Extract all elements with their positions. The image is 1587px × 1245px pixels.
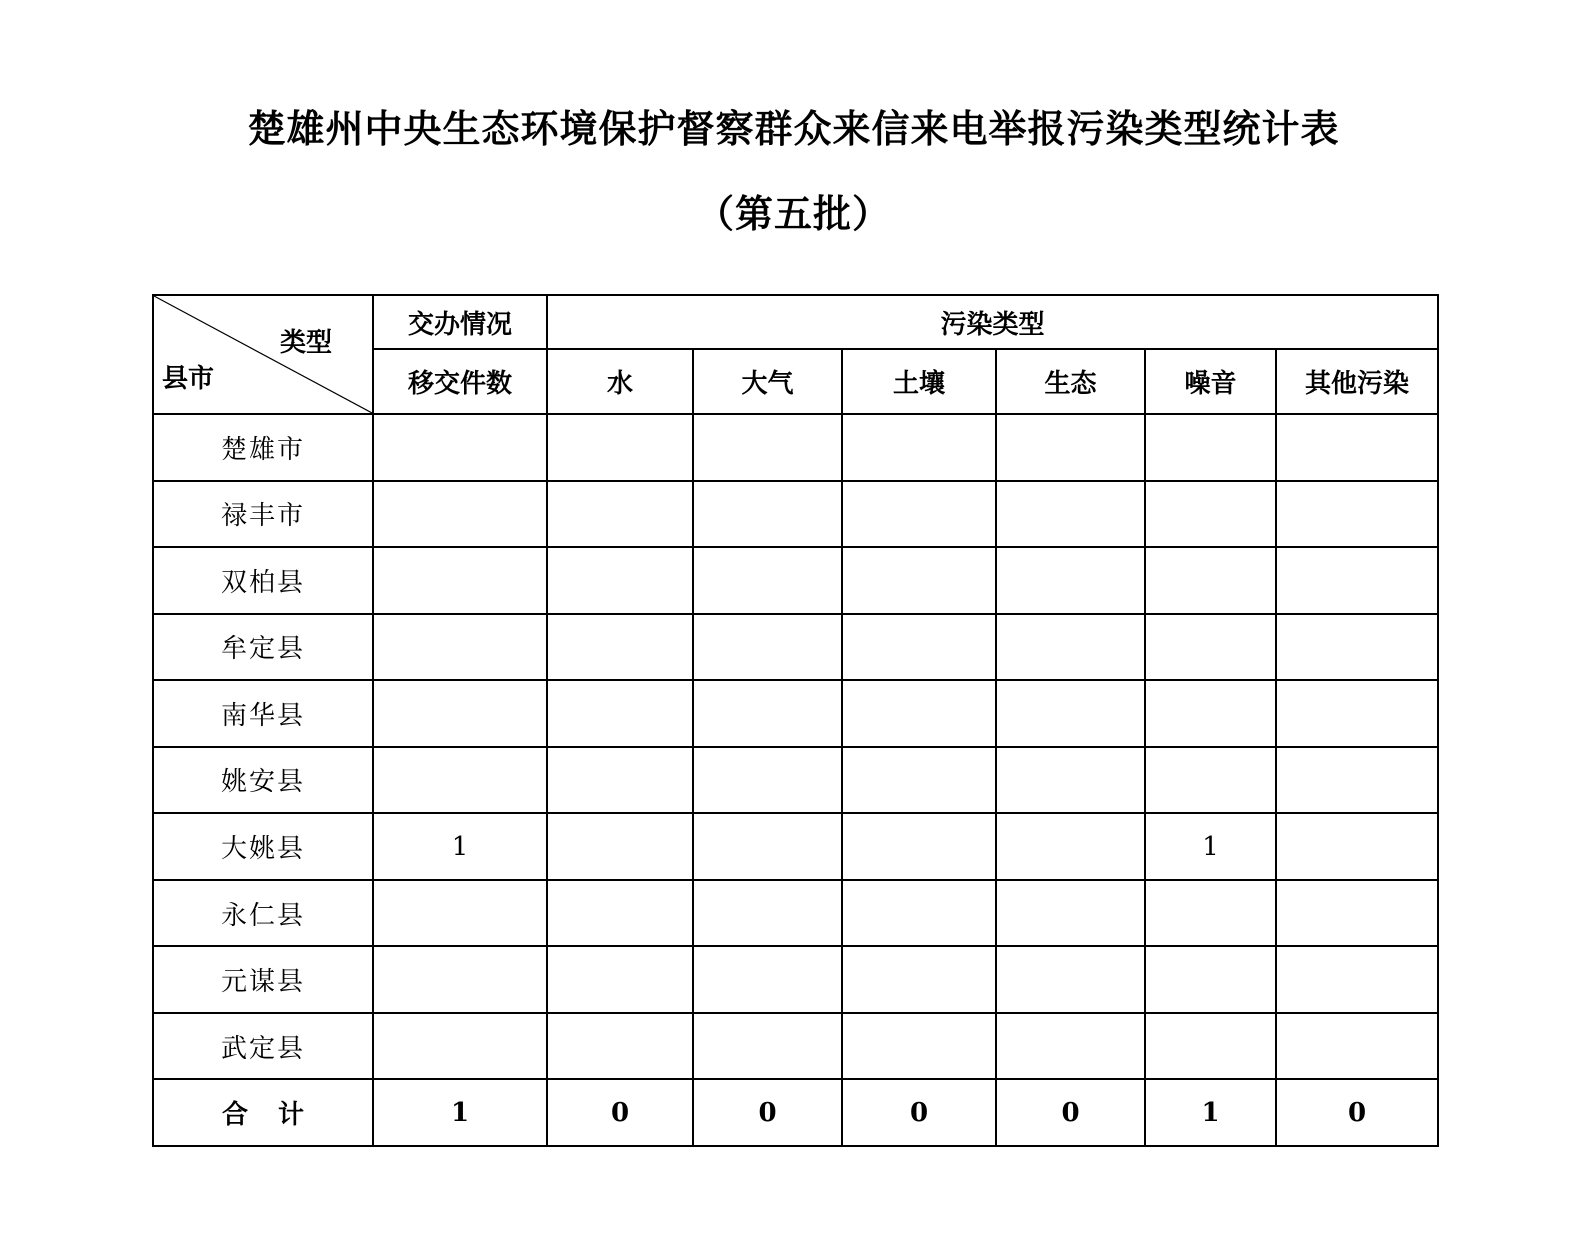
table-row — [153, 481, 1438, 548]
table-row — [153, 614, 1438, 681]
data-cell — [373, 481, 547, 548]
data-cell — [1145, 1013, 1276, 1080]
column-header: 噪音 — [1145, 349, 1276, 414]
data-cell — [996, 880, 1145, 947]
data-cell — [996, 680, 1145, 747]
data-cell — [1276, 414, 1438, 481]
total-cell: 1 — [373, 1079, 547, 1146]
county-name-cell: 牟定县 — [153, 614, 373, 681]
corner-header-cell — [153, 295, 373, 414]
total-cell: 0 — [842, 1079, 996, 1146]
data-cell — [842, 813, 996, 880]
total-row — [153, 1079, 1438, 1146]
data-cell — [373, 747, 547, 814]
data-cell — [1145, 880, 1276, 947]
diagonal-divider — [154, 296, 372, 413]
group-header-assigned: 交办情况 — [373, 295, 547, 349]
column-header: 移交件数 — [373, 349, 547, 414]
data-cell — [1276, 813, 1438, 880]
total-label: 合计 — [153, 1079, 373, 1146]
data-cell: 1 — [373, 813, 547, 880]
data-cell — [842, 946, 996, 1013]
table-row — [153, 680, 1438, 747]
column-header: 土壤 — [842, 349, 996, 414]
data-cell — [1145, 946, 1276, 1013]
data-cell — [1145, 747, 1276, 814]
data-cell — [547, 946, 693, 1013]
county-name-cell: 楚雄市 — [153, 414, 373, 481]
data-cell — [996, 946, 1145, 1013]
data-cell — [693, 946, 842, 1013]
column-header: 水 — [547, 349, 693, 414]
data-cell — [547, 680, 693, 747]
data-cell — [547, 1013, 693, 1080]
data-cell — [547, 813, 693, 880]
data-cell — [547, 481, 693, 548]
data-cell — [693, 481, 842, 548]
data-cell — [996, 614, 1145, 681]
data-cell — [1276, 946, 1438, 1013]
data-cell — [842, 680, 996, 747]
table-row — [153, 880, 1438, 947]
table-row — [153, 547, 1438, 614]
data-cell — [1145, 414, 1276, 481]
data-cell — [1276, 481, 1438, 548]
data-cell — [373, 614, 547, 681]
data-cell — [842, 547, 996, 614]
data-cell — [1276, 880, 1438, 947]
data-cell — [693, 813, 842, 880]
data-cell — [693, 680, 842, 747]
total-cell: 0 — [1276, 1079, 1438, 1146]
total-cell: 0 — [693, 1079, 842, 1146]
group-header-pollution: 污染类型 — [547, 295, 1438, 349]
data-cell — [842, 614, 996, 681]
data-cell — [842, 880, 996, 947]
data-cell — [996, 481, 1145, 548]
corner-label-county: 县市 — [162, 364, 215, 394]
data-cell — [693, 1013, 842, 1080]
page-title: 楚雄州中央生态环境保护督察群众来信来电举报污染类型统计表 — [247, 106, 1340, 151]
data-cell — [996, 547, 1145, 614]
county-name-cell: 元谋县 — [153, 946, 373, 1013]
table-row — [153, 414, 1438, 481]
table-row — [153, 1013, 1438, 1080]
data-cell — [842, 414, 996, 481]
data-cell — [693, 547, 842, 614]
county-name-cell: 双柏县 — [153, 547, 373, 614]
county-name-cell: 武定县 — [153, 1013, 373, 1080]
data-cell — [547, 614, 693, 681]
data-cell — [996, 813, 1145, 880]
data-cell — [996, 747, 1145, 814]
table-body — [153, 414, 1438, 1079]
table-row — [153, 813, 1438, 880]
data-cell — [693, 747, 842, 814]
data-cell — [1145, 614, 1276, 681]
table-row — [153, 946, 1438, 1013]
column-header: 其他污染 — [1276, 349, 1438, 414]
statistics-table — [152, 294, 1439, 1147]
county-name-cell: 南华县 — [153, 680, 373, 747]
data-cell — [1276, 680, 1438, 747]
data-cell — [373, 880, 547, 947]
data-cell — [693, 880, 842, 947]
data-cell — [1145, 680, 1276, 747]
data-cell — [842, 481, 996, 548]
data-cell — [547, 414, 693, 481]
data-cell — [373, 547, 547, 614]
data-cell — [1276, 547, 1438, 614]
data-cell — [1145, 481, 1276, 548]
county-name-cell: 禄丰市 — [153, 481, 373, 548]
county-name-cell: 大姚县 — [153, 813, 373, 880]
data-cell — [373, 414, 547, 481]
total-cell: 1 — [1145, 1079, 1276, 1146]
page-subtitle: （第五批） — [695, 191, 891, 236]
data-cell — [547, 547, 693, 614]
data-cell — [996, 1013, 1145, 1080]
data-cell — [547, 880, 693, 947]
data-cell — [373, 680, 547, 747]
data-cell — [1145, 547, 1276, 614]
data-cell — [547, 747, 693, 814]
data-cell — [1276, 1013, 1438, 1080]
county-name-cell: 永仁县 — [153, 880, 373, 947]
data-cell — [1276, 747, 1438, 814]
data-cell — [1276, 614, 1438, 681]
table-row — [153, 747, 1438, 814]
column-header: 生态 — [996, 349, 1145, 414]
column-header: 大气 — [693, 349, 842, 414]
data-cell — [693, 614, 842, 681]
county-name-cell: 姚安县 — [153, 747, 373, 814]
data-cell — [373, 1013, 547, 1080]
data-cell — [693, 414, 842, 481]
header-row-1 — [153, 295, 1438, 349]
data-cell — [842, 747, 996, 814]
data-cell — [842, 1013, 996, 1080]
data-cell — [373, 946, 547, 1013]
total-cell: 0 — [547, 1079, 693, 1146]
total-cell: 0 — [996, 1079, 1145, 1146]
corner-label-type: 类型 — [279, 328, 332, 358]
data-cell: 1 — [1145, 813, 1276, 880]
data-cell — [996, 414, 1145, 481]
